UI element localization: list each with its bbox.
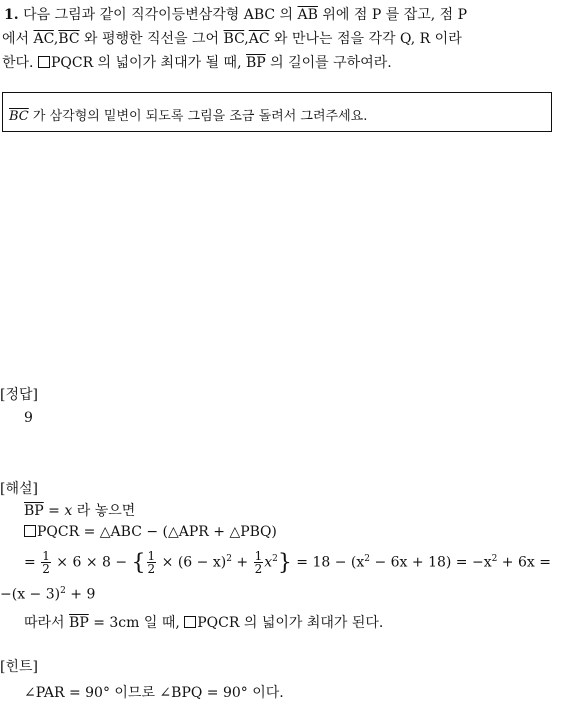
explanation-line-2 [24, 524, 574, 540]
explanation-text: 따라서 [24, 615, 70, 631]
variable-x: x [264, 554, 273, 571]
right-brace: } [277, 550, 292, 576]
equation-text: × 6 × 8 − [51, 554, 132, 571]
problem-line-1 [4, 4, 574, 24]
segment-bp: $\overline{BP}$ [24, 503, 44, 519]
exponent: 2 [364, 554, 371, 564]
exponent: 2 [60, 586, 66, 596]
explanation-line-4 [0, 586, 574, 603]
equation-text: = 18 − (x [291, 554, 365, 571]
explanation-line-3 [24, 544, 574, 579]
note-text: 가 삼각형의 밑변이 되도록 그림을 조금 돌려서 그려주세요. [28, 109, 368, 124]
variable-x: x [64, 503, 73, 519]
figure-note [9, 105, 367, 124]
square-icon [38, 56, 50, 68]
explanation-heading: [해설] [0, 481, 38, 497]
left-brace: { [131, 550, 146, 576]
equals: = [43, 503, 65, 519]
comma: , [244, 31, 249, 47]
equation-text: × (6 − x) [157, 554, 227, 571]
problem-text: 위에 점 P 를 잡고, 점 P [317, 7, 468, 23]
hint-text: ∠PAR = 90° 이므로 ∠BPQ = 90° 이다. [24, 685, 284, 701]
explanation-line-5 [24, 612, 574, 632]
segment-ab: $\overline{AB}$ [297, 7, 318, 23]
segment-bp: $\overline{BP}$ [69, 615, 89, 631]
problem-line-3 [2, 52, 574, 72]
equals: = [24, 554, 41, 571]
explanation-text: = 3cm 일 때, [88, 615, 185, 631]
answer-heading: [정답] [0, 387, 38, 403]
area-equation: PQCR = △ABC − (△APR + △PBQ) [37, 524, 277, 540]
segment-ac: $\overline{AC}$ [248, 31, 270, 47]
answer-value: 9 [24, 410, 33, 426]
segment-bc: $\overline{BC}$ [223, 31, 245, 47]
problem-text: 다음 그림과 같이 직각이등변삼각형 ABC 의 [23, 7, 298, 23]
exponent: 2 [491, 554, 498, 564]
exponent: 2 [272, 554, 278, 564]
square-icon [184, 616, 196, 628]
segment-bc: $\overline{BC}$ [58, 31, 80, 47]
segment-ac: $\overline{AC}$ [33, 31, 54, 47]
fraction-half: $\frac{1}{2}$ [42, 549, 50, 577]
problem-text: 의 길이를 구하여라. [265, 55, 392, 71]
equation-text: + 6x = [497, 554, 551, 571]
explanation-text: PQCR 의 넓이가 최대가 된다. [197, 615, 384, 631]
problem-text: 와 만나는 점을 각각 Q, R 이라 [269, 31, 462, 47]
problem-text: 한다. [2, 55, 38, 71]
problem-number: 1. [4, 7, 19, 23]
exponent: 2 [226, 554, 232, 564]
segment-bp: $\overline{BP}$ [245, 55, 266, 71]
problem-text: 와 평행한 직선을 그어 [79, 31, 224, 47]
hint-heading: [힌트] [0, 659, 38, 675]
explanation-text: 라 놓으면 [72, 503, 136, 519]
problem-text: 에서 [2, 31, 34, 47]
explanation-line-1 [24, 500, 574, 520]
comma: , [53, 31, 59, 47]
fraction-half: $\frac{1}{2}$ [147, 549, 156, 577]
problem-text: PQCR 의 넓이가 최대가 될 때, [50, 55, 246, 71]
problem-line-2 [2, 28, 574, 48]
equation-text: −(x − 3) [0, 586, 61, 603]
plus: + [231, 554, 253, 571]
figure-note-box [2, 92, 552, 132]
equation-text: + 9 [65, 586, 96, 603]
equation-text: − 6x + 18) = −x [370, 554, 492, 571]
segment-bc: $\overline{BC}$ [9, 109, 29, 124]
fraction-half: $\frac{1}{2}$ [254, 549, 263, 577]
square-icon [24, 525, 36, 537]
